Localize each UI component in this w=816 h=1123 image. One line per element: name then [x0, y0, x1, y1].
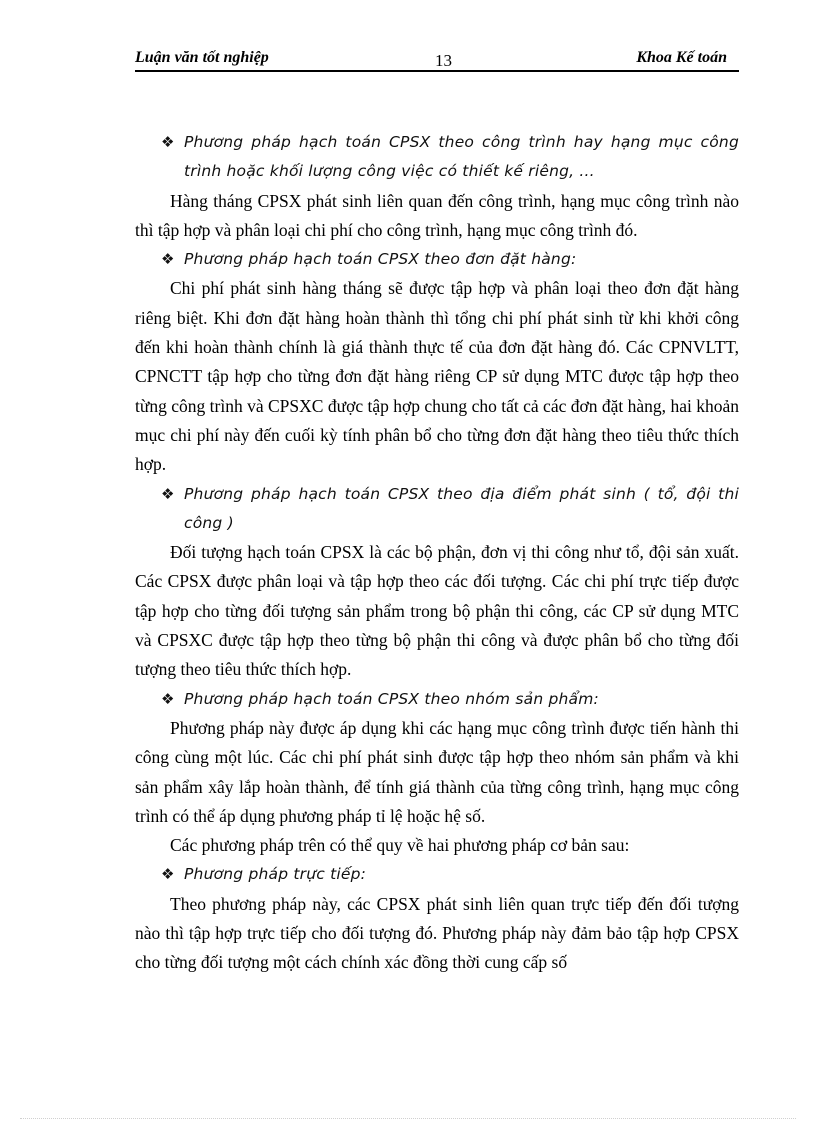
document-body [135, 128, 739, 978]
header-thesis-title: Luận văn tốt nghiệp [135, 49, 269, 66]
bullet-heading-1 [135, 128, 739, 187]
bullet-heading-4 [135, 685, 739, 714]
page-number: 13 [435, 51, 452, 70]
paragraph-2: Chi phí phát sinh hàng tháng sẽ được tập hợp và phân loại theo đơn đặt hàng riêng biệt. Khi đơn đặt hàng hoàn thành thì tổng chi phí phát sinh từ khi khởi công đến khi hoàn thành chính là giá thành thực tế của đơn đặt hàng đó. Các CPNVLTT, CPNCTT tập hợp cho từng đơn đặt hàng riêng CP sử dụng MTC được tập hợp theo từng công trình và CPSXC được tập hợp chung cho tất cả các đơn đặt hàng, hai khoản mục chi phí này đến cuối kỳ tính phân bổ cho từng đơn đặt hàng theo tiêu thức thích hợp. [135, 278, 739, 475]
diamond-bullet-icon: ❖ [161, 689, 175, 708]
bullet-heading-text: Phương pháp hạch toán CPSX theo công trình hay hạng mục công trình hoặc khối lượng công việc có thiết kế riêng, ... [184, 133, 739, 181]
header-faculty: Khoa Kế toán [636, 49, 727, 66]
bullet-heading-text: Phương pháp trực tiếp: [184, 865, 367, 884]
bullet-heading-2 [135, 245, 739, 274]
paragraph-5: Các phương pháp trên có thể quy về hai phương pháp cơ bản sau: [170, 835, 630, 856]
diamond-bullet-icon: ❖ [161, 484, 175, 503]
bullet-heading-text: Phương pháp hạch toán CPSX theo nhóm sản phẩm: [184, 689, 599, 708]
footer-divider [20, 1118, 796, 1119]
paragraph-6: Theo phương pháp này, các CPSX phát sinh liên quan trực tiếp đến đối tượng nào thì tập hợp trực tiếp cho đối tượng đó. Phương pháp này đảm bảo tập hợp CPSX cho từng đối tượng một cách chính xác đồng thời cung cấp số [135, 893, 739, 973]
diamond-bullet-icon: ❖ [161, 133, 175, 151]
paragraph-4: Phương pháp này được áp dụng khi các hạng mục công trình được tiến hành thi công cùng một lúc. Các chi phí phát sinh được tập hợp theo nhóm sản phẩm và khi sản phẩm xây lắp hoàn thành, để tính giá thành của từng công trình, hạng mục công trình có thể áp dụng phương pháp tỉ lệ hoặc hệ số. [135, 717, 739, 826]
paragraph-3: Đối tượng hạch toán CPSX là các bộ phận, đơn vị thi công như tổ, đội sản xuất. Các CPSX được phân loại và tập hợp theo các đối tượng. Các chi phí trực tiếp được tập hợp cho từng đối tượng sản phẩm trong bộ phận thi công, các CP sử dụng MTC và CPSXC được tập hợp theo từng bộ phận thi công và được phân bổ cho từng đối tượng theo tiêu thức thích hợp. [135, 542, 739, 680]
diamond-bullet-icon: ❖ [161, 250, 175, 269]
diamond-bullet-icon: ❖ [161, 865, 175, 884]
bullet-heading-text: Phương pháp hạch toán CPSX theo đơn đặt hàng: [184, 250, 577, 269]
paragraph-1: Hàng tháng CPSX phát sinh liên quan đến công trình, hạng mục công trình nào thì tập hợp và phân loại chi phí cho công trình, hạng mục công trình đó. [135, 190, 739, 240]
bullet-heading-5 [135, 860, 739, 889]
page-header [135, 48, 739, 72]
bullet-heading-3 [135, 480, 739, 539]
bullet-heading-text: Phương pháp hạch toán CPSX theo địa điểm phát sinh ( tổ, đội thi công ) [184, 484, 739, 532]
